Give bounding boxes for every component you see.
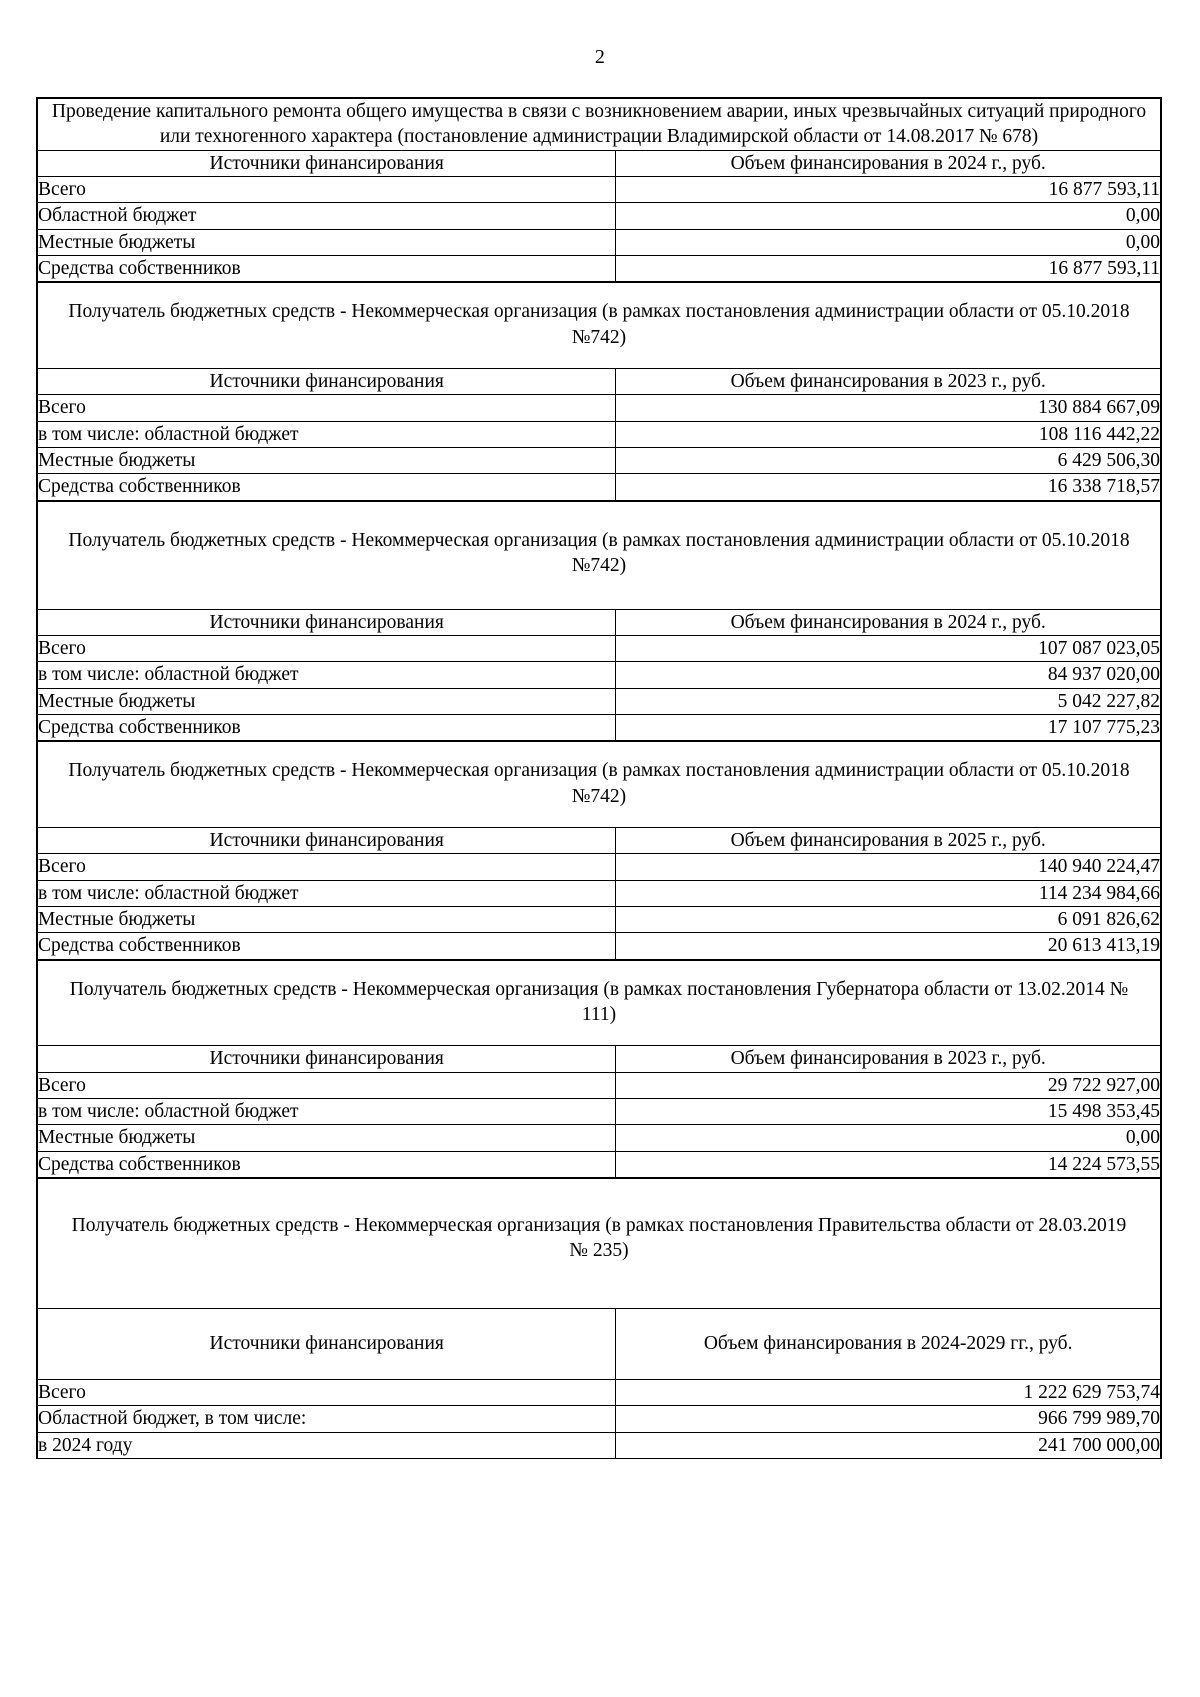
table-row — [38, 1406, 1161, 1432]
source-label: в том числе: областной бюджет — [38, 421, 616, 447]
source-label: Местные бюджеты — [38, 906, 616, 932]
table-row — [38, 474, 1161, 500]
source-label: Всего — [38, 854, 616, 880]
funding-block-1 — [37, 98, 1161, 282]
sources-column-header: Источники финансирования — [38, 1308, 616, 1379]
table-row — [38, 395, 1161, 421]
block-title: Получатель бюджетных средств - Некоммерческая организация (в рамках постановления администрации области от 05.10.2018 №742) — [38, 501, 1161, 609]
amount-value: 16 877 593,11 — [616, 177, 1161, 203]
table-row — [38, 688, 1161, 714]
table-row — [38, 906, 1161, 932]
table-row — [38, 421, 1161, 447]
table-row — [38, 714, 1161, 740]
funding-tables-container — [36, 97, 1162, 1459]
amount-column-header: Объем финансирования в 2024-2029 гг., руб. — [616, 1308, 1161, 1379]
amount-column-header: Объем финансирования в 2023 г., руб. — [616, 1046, 1161, 1072]
amount-value: 108 116 442,22 — [616, 421, 1161, 447]
funding-block-3 — [37, 501, 1161, 741]
table-row — [38, 448, 1161, 474]
amount-value: 15 498 353,45 — [616, 1099, 1161, 1125]
funding-block-4 — [37, 741, 1161, 959]
source-label: Всего — [38, 177, 616, 203]
source-label: Местные бюджеты — [38, 229, 616, 255]
block-title-row — [38, 283, 1161, 369]
source-label: Средства собственников — [38, 933, 616, 959]
source-label: Местные бюджеты — [38, 1125, 616, 1151]
funding-block-6 — [37, 1178, 1161, 1459]
column-header-row — [38, 827, 1161, 853]
block-title-row — [38, 742, 1161, 828]
amount-value: 0,00 — [616, 1125, 1161, 1151]
table-row — [38, 1432, 1161, 1458]
table-row — [38, 880, 1161, 906]
table-row — [38, 933, 1161, 959]
table-row — [38, 1380, 1161, 1406]
amount-value: 6 429 506,30 — [616, 448, 1161, 474]
funding-block-2 — [37, 282, 1161, 500]
block-title: Получатель бюджетных средств - Некоммерческая организация (в рамках постановления Правительства области от 28.03.2019 № 235) — [38, 1179, 1161, 1309]
source-label: Средства собственников — [38, 474, 616, 500]
block-title: Получатель бюджетных средств - Некоммерческая организация (в рамках постановления Губернатора области от 13.02.2014 № 111) — [38, 960, 1161, 1046]
column-header-row — [38, 1046, 1161, 1072]
amount-value: 6 091 826,62 — [616, 906, 1161, 932]
column-header-row — [38, 1308, 1161, 1379]
column-header-row — [38, 150, 1161, 176]
table-row — [38, 229, 1161, 255]
source-label: Средства собственников — [38, 714, 616, 740]
amount-value: 5 042 227,82 — [616, 688, 1161, 714]
source-label: Всего — [38, 395, 616, 421]
source-label: Местные бюджеты — [38, 448, 616, 474]
amount-value: 17 107 775,23 — [616, 714, 1161, 740]
table-row — [38, 1072, 1161, 1098]
source-label: в том числе: областной бюджет — [38, 880, 616, 906]
amount-value: 16 877 593,11 — [616, 256, 1161, 282]
amount-value: 29 722 927,00 — [616, 1072, 1161, 1098]
amount-value: 84 937 020,00 — [616, 662, 1161, 688]
block-title-row — [38, 501, 1161, 609]
source-label: Средства собственников — [38, 256, 616, 282]
table-row — [38, 854, 1161, 880]
table-row — [38, 1151, 1161, 1177]
amount-value: 0,00 — [616, 229, 1161, 255]
amount-column-header: Объем финансирования в 2024 г., руб. — [616, 609, 1161, 635]
source-label: Всего — [38, 635, 616, 661]
amount-column-header: Объем финансирования в 2024 г., руб. — [616, 150, 1161, 176]
block-title: Получатель бюджетных средств - Некоммерческая организация (в рамках постановления администрации области от 05.10.2018 №742) — [38, 283, 1161, 369]
source-label: Областной бюджет — [38, 203, 616, 229]
amount-value: 14 224 573,55 — [616, 1151, 1161, 1177]
amount-value: 114 234 984,66 — [616, 880, 1161, 906]
block-title: Проведение капитального ремонта общего имущества в связи с возникновением аварии, иных чрезвычайных ситуаций природного или техногенного характера (постановление администрации Владимирской области от 14.08.2017 № 678) — [38, 99, 1161, 151]
source-label: в том числе: областной бюджет — [38, 1099, 616, 1125]
amount-value: 1 222 629 753,74 — [616, 1380, 1161, 1406]
source-label: Всего — [38, 1380, 616, 1406]
table-row — [38, 177, 1161, 203]
amount-value: 241 700 000,00 — [616, 1432, 1161, 1458]
amount-column-header: Объем финансирования в 2025 г., руб. — [616, 827, 1161, 853]
table-row — [38, 1099, 1161, 1125]
amount-column-header: Объем финансирования в 2023 г., руб. — [616, 369, 1161, 395]
source-label: Местные бюджеты — [38, 688, 616, 714]
amount-value: 140 940 224,47 — [616, 854, 1161, 880]
amount-value: 16 338 718,57 — [616, 474, 1161, 500]
column-header-row — [38, 609, 1161, 635]
table-row — [38, 1125, 1161, 1151]
block-title-row — [38, 960, 1161, 1046]
block-title-row — [38, 1179, 1161, 1309]
column-header-row — [38, 369, 1161, 395]
source-label: Областной бюджет, в том числе: — [38, 1406, 616, 1432]
table-row — [38, 635, 1161, 661]
source-label: Всего — [38, 1072, 616, 1098]
table-row — [38, 662, 1161, 688]
table-row — [38, 203, 1161, 229]
sources-column-header: Источники финансирования — [38, 150, 616, 176]
source-label: в том числе: областной бюджет — [38, 662, 616, 688]
source-label: в 2024 году — [38, 1432, 616, 1458]
funding-block-5 — [37, 960, 1161, 1178]
page-number: 2 — [594, 46, 606, 68]
sources-column-header: Источники финансирования — [38, 1046, 616, 1072]
sources-column-header: Источники финансирования — [38, 827, 616, 853]
sources-column-header: Источники финансирования — [38, 369, 616, 395]
amount-value: 966 799 989,70 — [616, 1406, 1161, 1432]
source-label: Средства собственников — [38, 1151, 616, 1177]
amount-value: 0,00 — [616, 203, 1161, 229]
block-title: Получатель бюджетных средств - Некоммерческая организация (в рамках постановления администрации области от 05.10.2018 №742) — [38, 742, 1161, 828]
sources-column-header: Источники финансирования — [38, 609, 616, 635]
table-row — [38, 256, 1161, 282]
amount-value: 20 613 413,19 — [616, 933, 1161, 959]
amount-value: 107 087 023,05 — [616, 635, 1161, 661]
block-title-row — [38, 99, 1161, 151]
amount-value: 130 884 667,09 — [616, 395, 1161, 421]
